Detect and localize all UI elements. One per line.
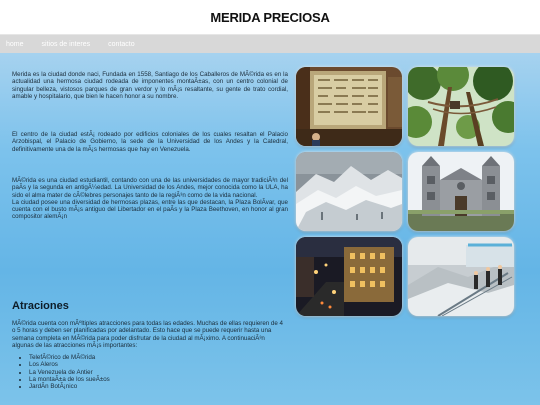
attractions-section: [12, 300, 288, 391]
site-header: [0, 0, 540, 34]
nav-contacto-link[interactable]: contacto: [108, 40, 135, 48]
attraction-item: • TelefÃ©rico de MÃ©rida: [29, 354, 288, 361]
attraction-item: • La montaÃ±a de los sueÃ±os: [29, 376, 288, 383]
intro-paragraph-1: Merida es la ciudad donde naci, Fundada en 1558, Santiago de los Caballeros de MÃ©rida es en la actualidad una hermosa ciudad rodeada de imponentes montaÃ±as, con un centro colonial de singular belleza, vistosos parques de gran verdor y lo mÃ¡s resaltante, su gente de trato cordial, amable y hospitalario, que bien le hacen honor a su nombre.: [12, 71, 288, 100]
site-title: MERIDA PRECIOSA: [210, 9, 330, 25]
nav-home-link[interactable]: home: [6, 40, 24, 48]
snowy-mountains-photo[interactable]: [296, 152, 402, 231]
attraction-item: • JardÃn BotÃ¡nico: [29, 383, 288, 390]
intro-paragraph-3: MÃ©rida es una ciudad estudiantil, contando con una de las universidades de mayor tradiciÃ³n del paÃs y la segunda en antigÃ¼edad. La Universidad de los Andes, mejor conocida como la ULA, ha sido el alma mater de cÃ©lebres personajes tanto de la regiÃ³n como de la vida nacional.: [12, 177, 288, 199]
nav-bar: [0, 34, 540, 54]
attraction-item: • Los Aleros: [29, 361, 288, 368]
intro-paragraph-2: El centro de la ciudad estÃ¡ rodeado por edificios coloniales de los cuales resaltan el Palacio Arzobispal, el Palacio de Gobierno, la sede de la Universidad de los Andes y la Catedral, definitivamente una de la mÃ¡s hermosas que hay en Venezuela.: [12, 131, 288, 153]
attractions-heading: Atraciones: [12, 300, 69, 312]
nav-sitios-link[interactable]: sitios de interes: [41, 40, 91, 48]
cathedral-photo[interactable]: [408, 152, 514, 231]
attraction-item: • La Venezuela de Antier: [29, 369, 288, 376]
intro-paragraph-4: La ciudad posee una diversidad de hermosas plazas, entre las que destacan, la Plaza BolÃvar, que cuenta con el busto mÃ¡s antiguo del Libertador en el paÃs y la Plaza Beethoven, en honor al gran compositor alemÃ¡n: [12, 198, 288, 221]
forest-canopy-photo[interactable]: [408, 67, 514, 146]
attractions-list: [12, 354, 288, 390]
museum-interior-photo[interactable]: [296, 67, 402, 146]
main-content: [0, 53, 540, 405]
cable-car-photo[interactable]: [408, 237, 514, 316]
night-street-photo[interactable]: [296, 237, 402, 316]
attractions-description: MÃ©rida cuenta con mÃºltiples atracciones para todas las edades. Muchas de ellas requieren de 4 o 5 horas y deben ser planificadas por adelantado. Esto hace que se puede requerir hasta una semana completa en MÃ©rida para poder disfrutar de la ciudad al mÃ¡ximo. A continuaciÃ³n algunas de las atracciones mÃ¡s importantes:: [12, 320, 283, 349]
